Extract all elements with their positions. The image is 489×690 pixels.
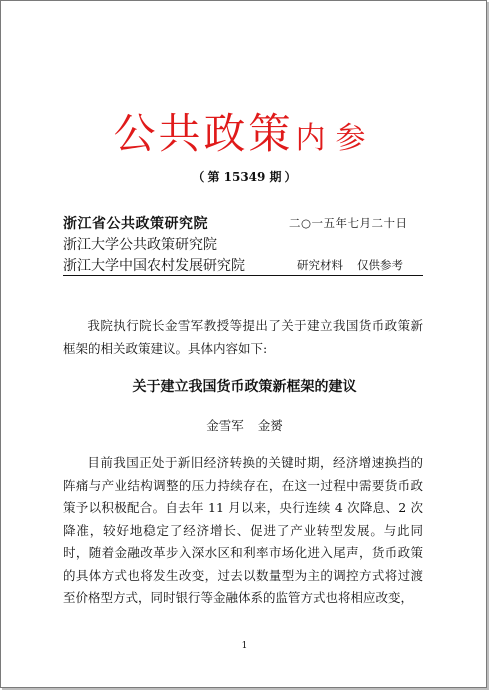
publisher-2: 浙江大学公共政策研究院 (63, 237, 217, 253)
classification-reference: 仅供参考 (357, 258, 403, 272)
document-classification (297, 257, 403, 273)
author-2: 金赟 (257, 418, 283, 433)
intro-paragraph (63, 315, 423, 360)
author-1: 金雪军 (206, 418, 244, 433)
intro-text: 我院执行院长金雪军教授等提出了关于建立我国货币政策新框架的相关政策建议。具体内容如下: (63, 318, 423, 356)
article-body-text: 目前我国正处于新旧经济转换的关键时期，经济增速换挡的阵痛与产业结构调整的压力持续存在，在这一过程中需要货币政策予以积极配合。自去年 11 月以来，央行连续 4 次降息、2 次降准，较好地稳定了经济增长、促进了产业转型发展。与此同时，随着金融改革步入深水区和利率市场化进入尾声，货币政策的具体方式也将发生改变，过去以数量型为主的调控方式将过渡至价格型方式，同时银行等金融体系的监管方式也将相应改变， (63, 455, 423, 605)
classification-material: 研究材料 (297, 258, 343, 272)
publisher-1: 浙江省公共政策研究院 (63, 216, 208, 232)
header-divider (63, 275, 423, 276)
masthead-title: 公共政策 (113, 109, 294, 158)
article-body-paragraph (63, 452, 423, 610)
issue-paren-left: （ (192, 170, 205, 184)
masthead-subtitle: 内参 (295, 121, 376, 156)
article-authors (1, 416, 488, 434)
issue-text: 第 15349 期 (207, 170, 282, 184)
issue-number (1, 168, 488, 185)
issue-date: 二○一五年七月二十日 (289, 216, 408, 230)
issue-paren-right: ） (284, 170, 297, 184)
article-title: 关于建立我国货币政策新框架的建议 (132, 379, 357, 395)
masthead (1, 101, 488, 161)
publisher-3: 浙江大学中国农村发展研究院 (63, 258, 245, 274)
page-number: 1 (241, 641, 248, 651)
